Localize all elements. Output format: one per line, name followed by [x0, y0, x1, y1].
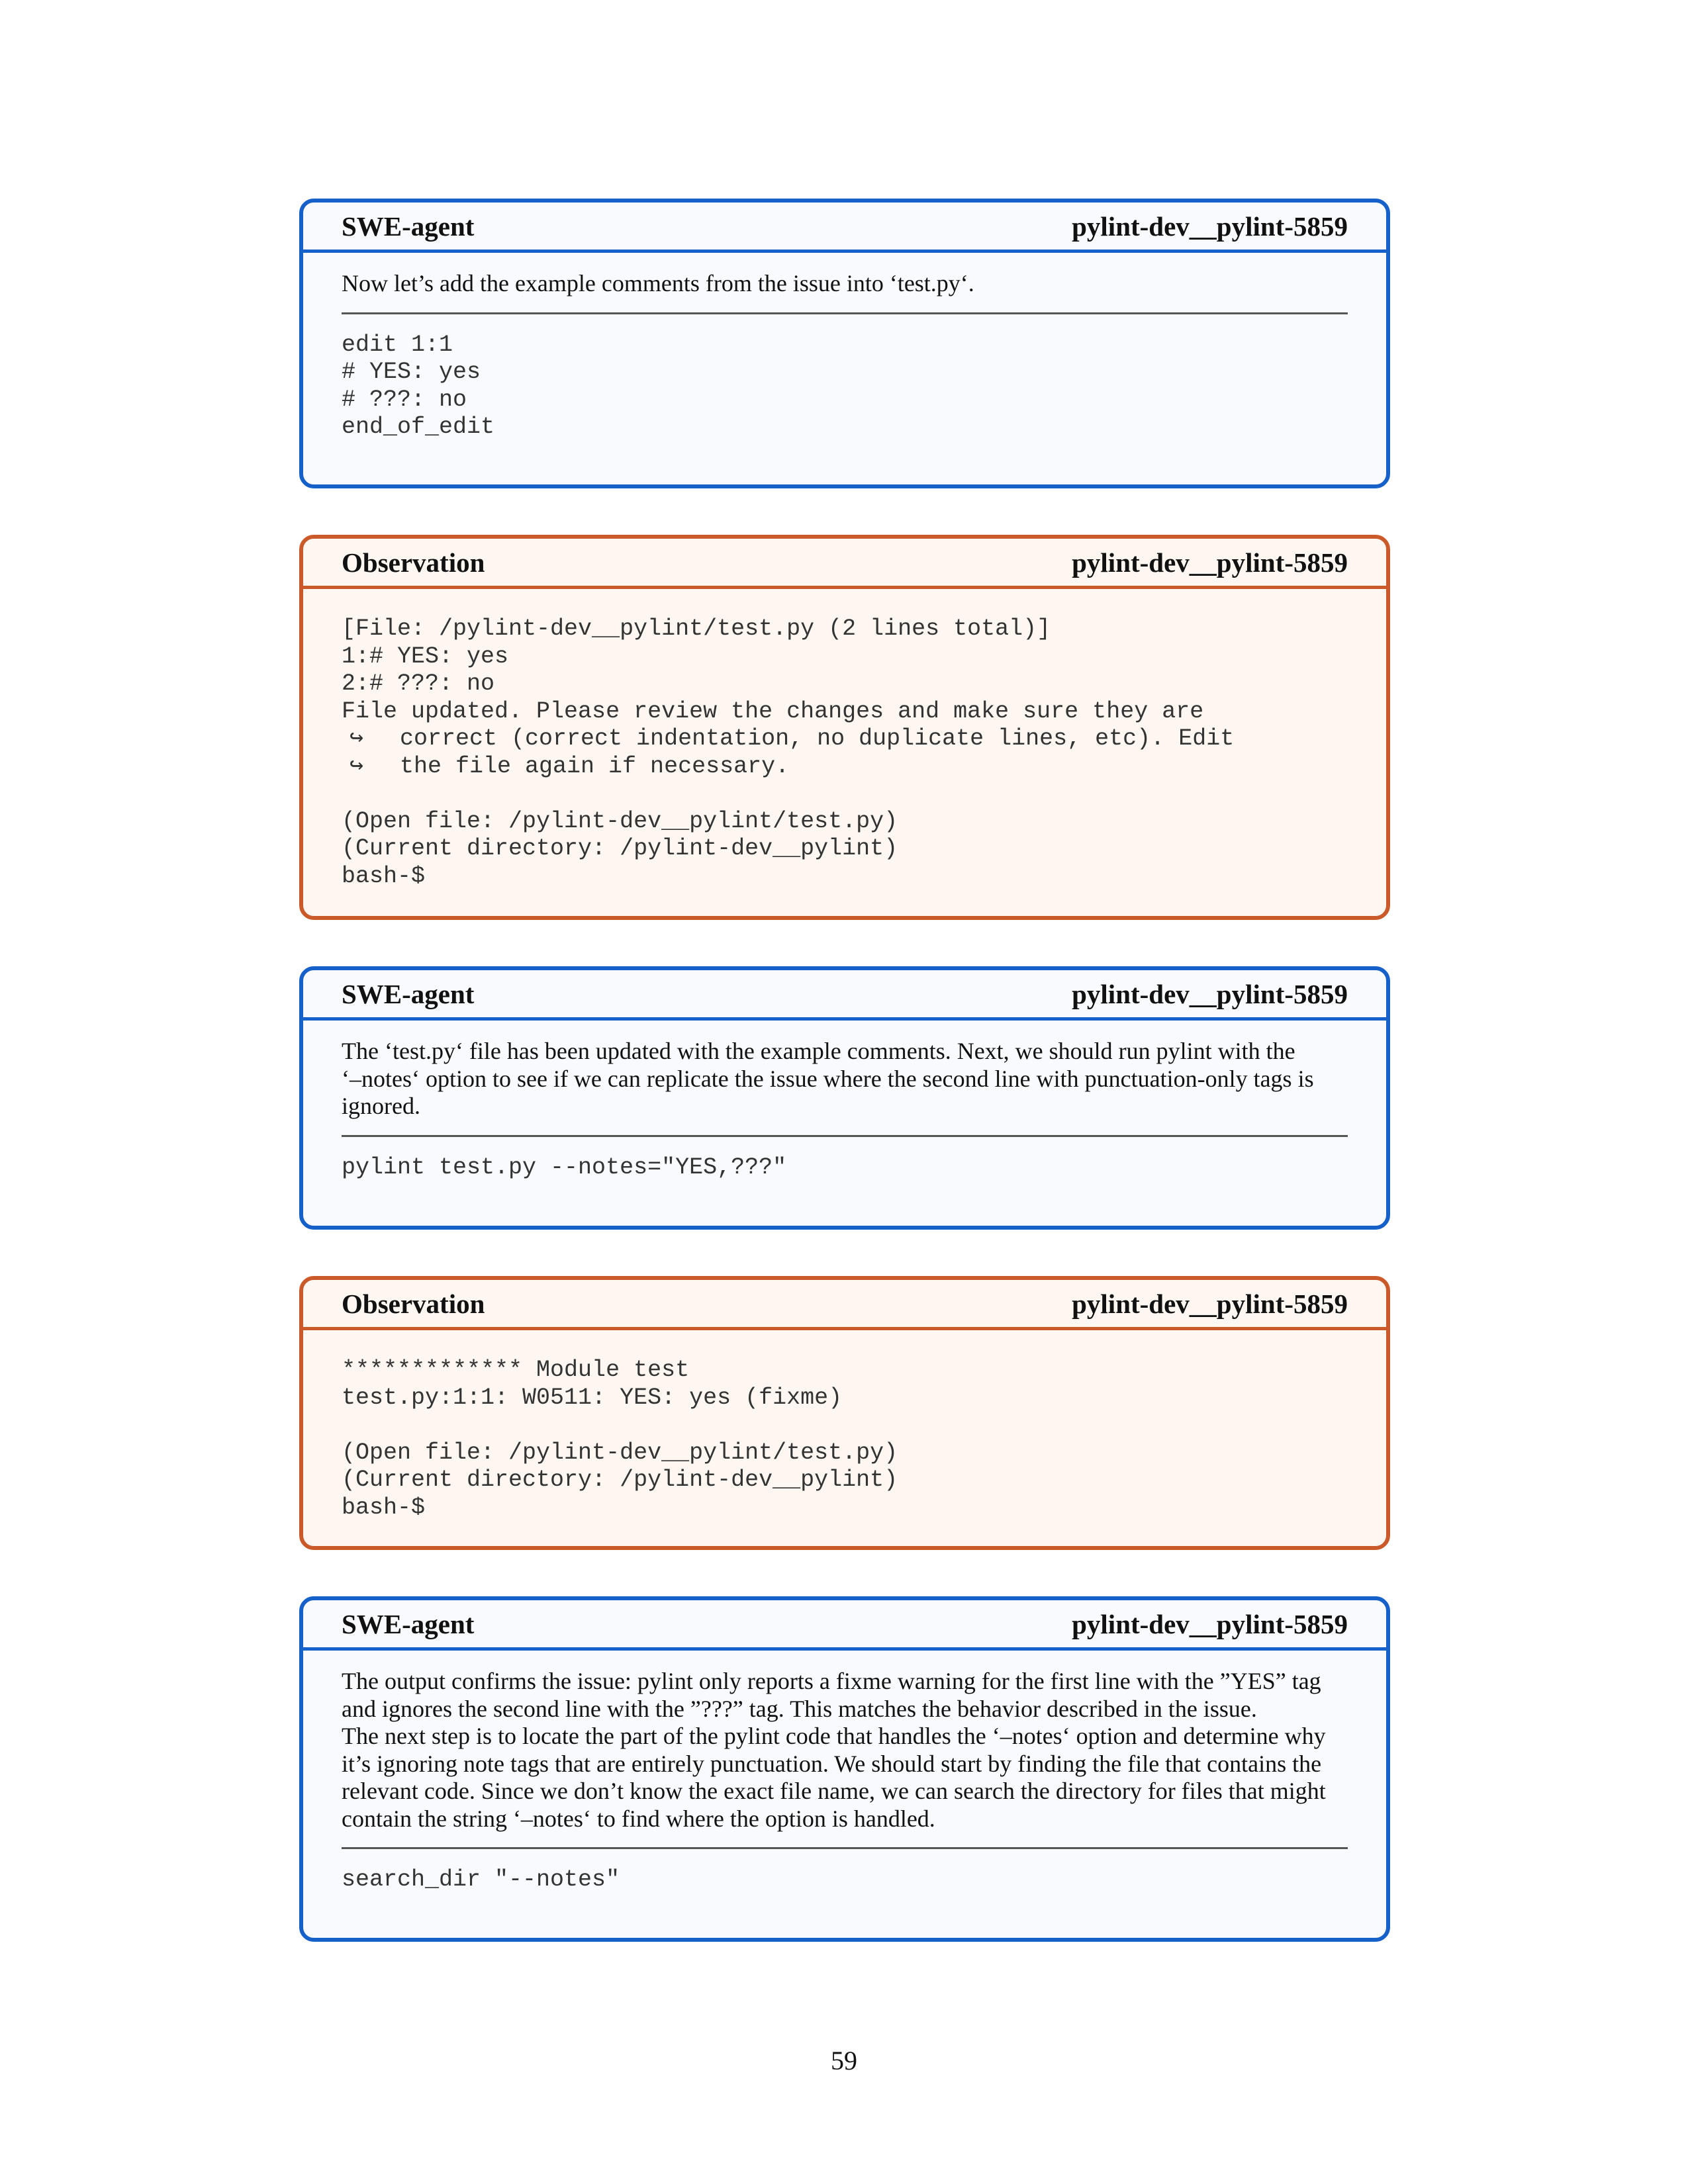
- agent-thought: The ‘test.py‘ file has been updated with the example comments. Next, we should run pylint with the ‘–notes‘ option to see if we can replicate the issue where the second line with punctuation-only tags is ignored.: [342, 1038, 1314, 1119]
- block-label: SWE-agent: [342, 978, 475, 1009]
- block-label: Observation: [342, 1288, 485, 1319]
- block-label: Observation: [342, 547, 485, 578]
- block-header: [303, 1600, 1386, 1651]
- block-header: [303, 539, 1386, 589]
- instance-id: pylint-dev__pylint-5859: [1072, 210, 1348, 242]
- agent-command: search_dir "--notes": [342, 1866, 620, 1893]
- instance-id: pylint-dev__pylint-5859: [1072, 978, 1348, 1009]
- observation-block-1: [299, 535, 1390, 920]
- block-header: [303, 203, 1386, 253]
- instance-id: pylint-dev__pylint-5859: [1072, 547, 1348, 578]
- agent-command: pylint test.py --notes="YES,???": [342, 1154, 787, 1181]
- agent-command: edit 1:1 # YES: yes # ???: no end_of_edit: [342, 331, 495, 440]
- instance-id: pylint-dev__pylint-5859: [1072, 1288, 1348, 1319]
- observation-output: ************* Module test test.py:1:1: W0511: YES: yes (fixme) (Open file: /pylint-dev__pylint/test.py) (Current directory: /pylint-dev__pylint) bash-$: [342, 1357, 898, 1521]
- block-header: [303, 1280, 1386, 1330]
- block-header: [303, 970, 1386, 1021]
- swe-agent-block-2: [299, 966, 1390, 1230]
- observation-output: [File: /pylint-dev__pylint/test.py (2 lines total)] 1:# YES: yes 2:# ???: no File updated. Please review the changes and make sure they are ↪ correct (correct indentation, no duplicate lines, etc). Edit ↪ the file again if necessary. (Open file: /pylint-dev__pylint/test.py) (Current directory: /pylint-dev__pylint) bash-$: [342, 615, 1235, 889]
- divider: [342, 1135, 1348, 1137]
- agent-thought: Now let’s add the example comments from the issue into ‘test.py‘.: [342, 270, 974, 296]
- observation-block-2: [299, 1276, 1390, 1550]
- divider: [342, 312, 1348, 314]
- swe-agent-block-1: [299, 199, 1390, 488]
- line-wrap-icon: ↪: [350, 725, 364, 752]
- instance-id: pylint-dev__pylint-5859: [1072, 1608, 1348, 1639]
- block-label: SWE-agent: [342, 210, 475, 242]
- line-wrap-icon: ↪: [350, 752, 364, 780]
- swe-agent-block-3: [299, 1596, 1390, 1942]
- agent-thought: The output confirms the issue: pylint only reports a fixme warning for the first line with the ”YES” tag and ignores the second line with the ”???” tag. This matches the behavior described in the issue. The next step is to locate the part of the pylint code that handles the ‘–notes‘ option and determine why it’s ignoring note tags that are entirely punctuation. We should start by finding the file that contains the relevant code. Since we don’t know the exact file name, we can search the directory for files that might contain the string ‘–notes‘ to find where the option is handled.: [342, 1668, 1326, 1832]
- divider: [342, 1847, 1348, 1849]
- block-label: SWE-agent: [342, 1608, 475, 1639]
- page-number: 59: [831, 2046, 857, 2075]
